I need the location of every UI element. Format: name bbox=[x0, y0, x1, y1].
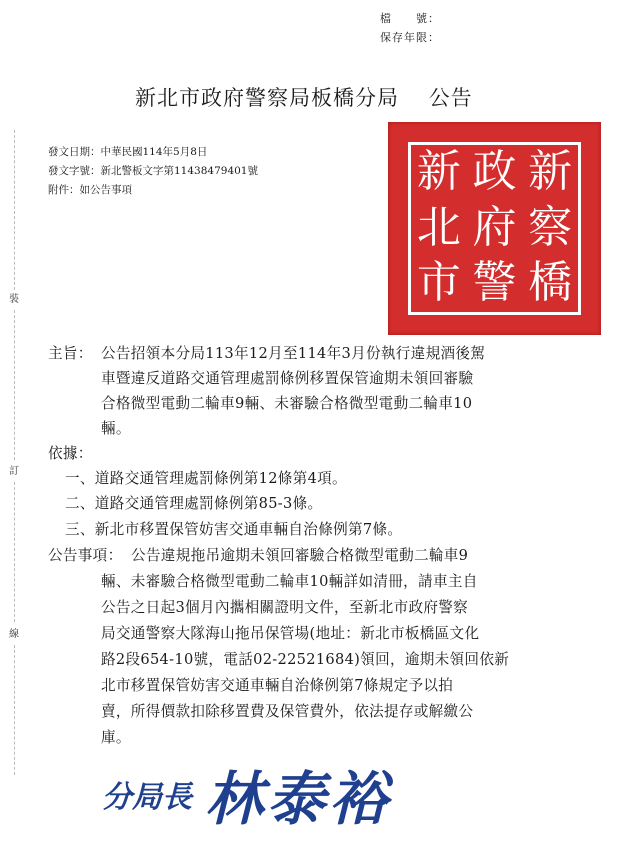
announcement-label: 公告事項： bbox=[48, 547, 123, 564]
issue-date: 發文日期：中華民國114年5月8日 bbox=[48, 146, 208, 158]
page-title: 新北市政府警察局板橋分局 公告 bbox=[135, 86, 473, 110]
seal-char: 新 bbox=[416, 146, 461, 197]
announcement-line: 路2段654-10號，電話02-22521684)領回，逾期未領回依新 bbox=[101, 651, 510, 668]
announcement-line: 賣，所得價款扣除移置費及保管費外，依法提存或解繳公 bbox=[101, 703, 474, 720]
issue-number: 發文字號：新北警板文字第11438479401號 bbox=[48, 165, 258, 177]
announcement-line: 公告之日起3個月內攜相關證明文件，至新北市政府警察 bbox=[101, 599, 469, 616]
seal-characters bbox=[408, 142, 581, 315]
basis-item: 二、道路交通管理處罰條例第85-3條。 bbox=[65, 495, 323, 512]
seal-char: 北 bbox=[416, 201, 461, 253]
binding-line bbox=[14, 482, 16, 622]
subject-line: 合格微型電動二輪車9輛、未審驗合格微型電動二輪車10 bbox=[101, 395, 473, 412]
announcement-line: 局交通警察大隊海山拖吊保管場(地址：新北市板橋區文化 bbox=[101, 625, 480, 642]
binding-line bbox=[14, 130, 16, 290]
signature-name: 林泰裕 bbox=[205, 765, 392, 833]
subject-line: 公告招領本分局113年12月至114年3月份執行違規酒後駕 bbox=[101, 345, 486, 362]
binding-mark-xian: 線 bbox=[9, 629, 19, 640]
binding-line bbox=[14, 645, 16, 775]
signature-title: 分局長 bbox=[102, 780, 192, 815]
official-seal bbox=[388, 122, 601, 335]
announcement-line: 庫。 bbox=[101, 729, 131, 746]
binding-mark-ding: 訂 bbox=[9, 466, 19, 477]
file-number-label: 檔 號： bbox=[380, 12, 440, 25]
retention-label: 保存年限： bbox=[380, 31, 440, 44]
subject-line: 輛。 bbox=[101, 420, 131, 437]
subject-line: 車暨違反道路交通管理處罰條例移置保管逾期未領回審驗 bbox=[101, 370, 474, 387]
seal-char: 新 bbox=[528, 146, 573, 197]
binding-mark-zhuang: 裝 bbox=[9, 294, 19, 305]
basis-item: 一、道路交通管理處罰條例第12條第4項。 bbox=[65, 470, 347, 487]
announcement-line: 輛、未審驗合格微型電動二輪車10輛詳如清冊，請車主自 bbox=[101, 573, 478, 590]
attachment: 附件：如公告事項 bbox=[48, 184, 132, 196]
seal-char: 府 bbox=[472, 201, 517, 253]
announcement-line: 公告違規拖吊逾期未領回審驗合格微型電動二輪車9 bbox=[131, 547, 469, 564]
subject-label: 主旨： bbox=[48, 345, 93, 362]
seal-char: 察 bbox=[528, 201, 573, 253]
seal-char: 政 bbox=[472, 146, 517, 197]
binding-line bbox=[14, 310, 16, 460]
basis-label: 依據： bbox=[48, 445, 93, 462]
seal-char: 橋 bbox=[528, 257, 573, 309]
seal-char: 警 bbox=[472, 257, 517, 309]
announcement-line: 北市移置保管妨害交通車輛自治條例第7條規定予以拍 bbox=[101, 677, 454, 694]
seal-char: 市 bbox=[416, 257, 461, 309]
basis-item: 三、新北市移置保管妨害交通車輛自治條例第7條。 bbox=[65, 521, 403, 538]
